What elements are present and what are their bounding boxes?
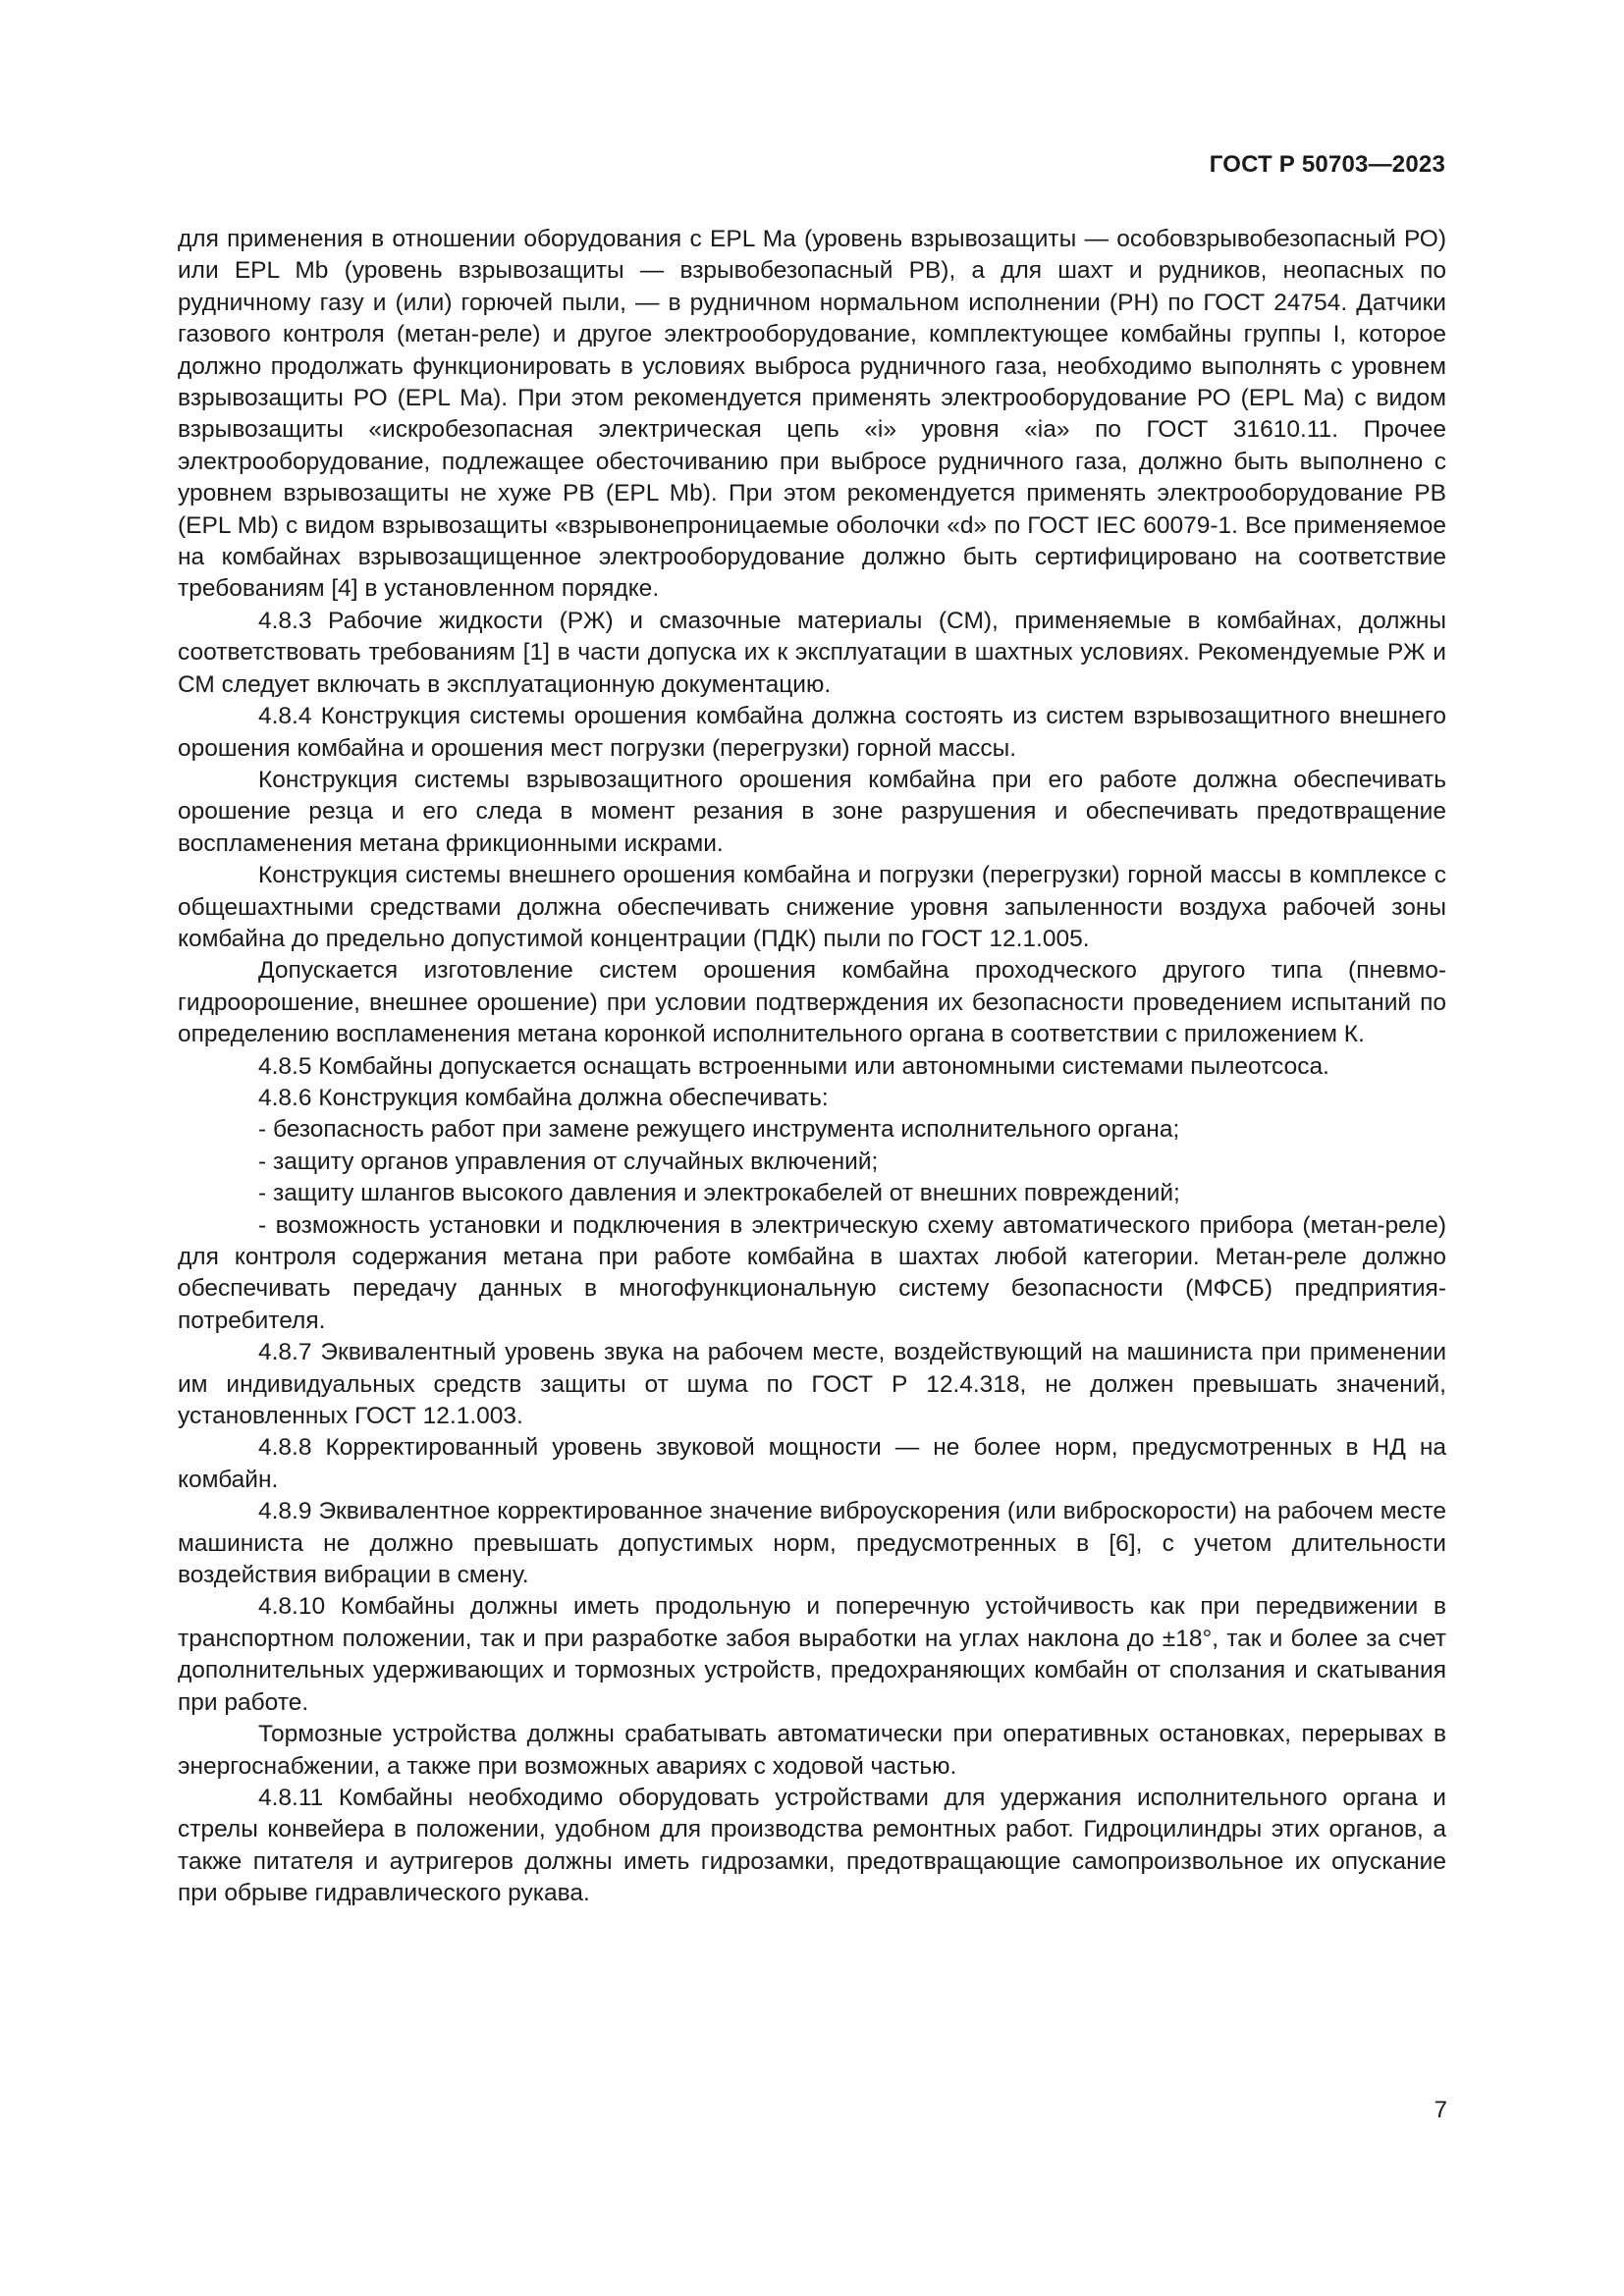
list-item: - возможность установки и подключения в электрическую схему автоматического прибора (метан-реле) для контроля содержания метана при работе комбайна в шахтах любой категории. Метан-реле должно обеспечивать передачу данных в многофункциональную систему безопасности (МФСБ) предприятия-потребителя. (178, 1211, 1446, 1334)
paragraph-4-8-11: 4.8.11 Комбайны необходимо оборудовать устройствами для удержания исполнительного органа и стрелы конвейера в положении, удобном для производства ремонтных работ. Гидроцилиндры этих органов, а также питателя и аутригеров должны иметь гидрозамки, предотвращающие самопроизвольное их опускание при обрыве гидравлического рукава. (178, 1784, 1446, 1907)
list-item: - безопасность работ при замене режущего инструмента исполнительного органа; (258, 1116, 1180, 1144)
paragraph-4-8-10-brakes: Тормозные устройства должны срабатывать автоматически при оперативных остановках, перерывах в энергоснабжении, а также при возможных авариях с ходовой частью. (178, 1721, 1446, 1780)
paragraph-4-8-4: 4.8.4 Конструкция системы орошения комбайна должна состоять из систем взрывозащитного внешнего орошения комбайна и орошения мест погрузки (перегрузки) горной массы. (178, 703, 1446, 762)
paragraph-4-8-4-external-irrigation: Конструкция системы внешнего орошения комбайна и погрузки (перегрузки) горной массы в комплексе с общешахтными средствами должна обеспечивать снижение уровня запыленности воздуха рабочей зоны комбайна до предельно допустимой концентрации (ПДК) пыли по ГОСТ 12.1.005. (178, 862, 1446, 952)
list-item: - защиту шлангов высокого давления и электрокабелей от внешних повреждений; (258, 1180, 1180, 1207)
page-number: 7 (1434, 2097, 1447, 2123)
paragraph-4-8-9: 4.8.9 Эквивалентное корректированное значение виброускорения (или виброскорости) на рабочем месте машиниста не должно превышать допустимых норм, предусмотренных в [6], с учетом длительности воздействия вибрации в смену. (178, 1498, 1446, 1589)
paragraph-4-8-8: 4.8.8 Корректированный уровень звуковой мощности — не более норм, предусмотренных в НД на комбайн. (178, 1434, 1446, 1493)
document-header: ГОСТ Р 50703—2023 (1209, 151, 1445, 178)
paragraph-4-8-7: 4.8.7 Эквивалентный уровень звука на рабочем месте, воздействующий на машиниста при применении им индивидуальных средств защиты от шума по ГОСТ Р 12.4.318, не должен превышать значений, установленных ГОСТ 12.1.003. (178, 1339, 1446, 1430)
document-body (178, 224, 1446, 1910)
paragraph-4-8-6: 4.8.6 Конструкция комбайна должна обеспечивать: (258, 1084, 829, 1111)
list-item: - защиту органов управления от случайных включений; (258, 1148, 879, 1175)
paragraph-4-8-5: 4.8.5 Комбайны допускается оснащать встроенными или автономными системами пылеотсоса. (258, 1052, 1329, 1080)
paragraph-4-8-3: 4.8.3 Рабочие жидкости (РЖ) и смазочные материалы (СМ), применяемые в комбайнах, должны соответствовать требованиям [1] в части допуска их к эксплуатации в шахтных условиях. Рекомендуемые РЖ и СМ следует включать в эксплуатационную документацию. (178, 607, 1446, 698)
paragraph-continuation: для применения в отношении оборудования с EPL Ma (уровень взрывозащиты — особовзрывобезопасный РО) или EPL Mb (уровень взрывозащиты — взрывобезопасный РВ), а для шахт и рудников, неопасных по рудничному газу и (или) горючей пыли, — в рудничном нормальном исполнении (РН) по ГОСТ 24754. Датчики газового контроля (метан-реле) и другое электрооборудование, комплектующее комбайны группы I, которое должно продолжать функционировать в условиях выброса рудничного газа, необходимо выполнять с уровнем взрывозащиты РО (EPL Ma). При этом рекомендуется применять электрооборудование РО (EPL Ma) с видом взрывозащиты «искробезопасная электрическая цепь «i» уровня «ia» по ГОСТ 31610.11. Прочее электрооборудование, подлежащее обесточиванию при выбросе рудничного газа, должно быть выполнено с уровнем взрывозащиты не хуже РВ (EPL Mb). При этом рекомендуется применять электрооборудование РВ (EPL Mb) с видом взрывозащиты «взрывонепроницаемые оболочки «d» по ГОСТ IEC 60079-1. Все применяемое на комбайнах взрывозащищенное электрооборудование должно быть сертифицировано на соответствие требованиям [4] в установленном порядке. (178, 226, 1446, 603)
paragraph-4-8-10: 4.8.10 Комбайны должны иметь продольную и поперечную устойчивость как при передвижении в транспортном положении, так и при разработке забоя выработки на углах наклона до ±18°, так и более за счет дополнительных удерживающих и тормозных устройств, предохраняющих комбайн от сползания и скатывания при работе. (178, 1593, 1446, 1716)
paragraph-4-8-4-explosion-protection: Конструкция системы взрывозащитного орошения комбайна при его работе должна обеспечивать орошение резца и его следа в момент резания в зоне разрушения и обеспечивать предотвращение воспламенения метана фрикционными искрами. (178, 766, 1446, 857)
paragraph-4-8-4-alternative-systems: Допускается изготовление систем орошения комбайна проходческого другого типа (пневмо-гидроорошение, внешнее орошение) при условии подтверждения их безопасности проведением испытаний по определению воспламенения метана коронкой исполнительного органа в соответствии с приложением К. (178, 957, 1446, 1048)
